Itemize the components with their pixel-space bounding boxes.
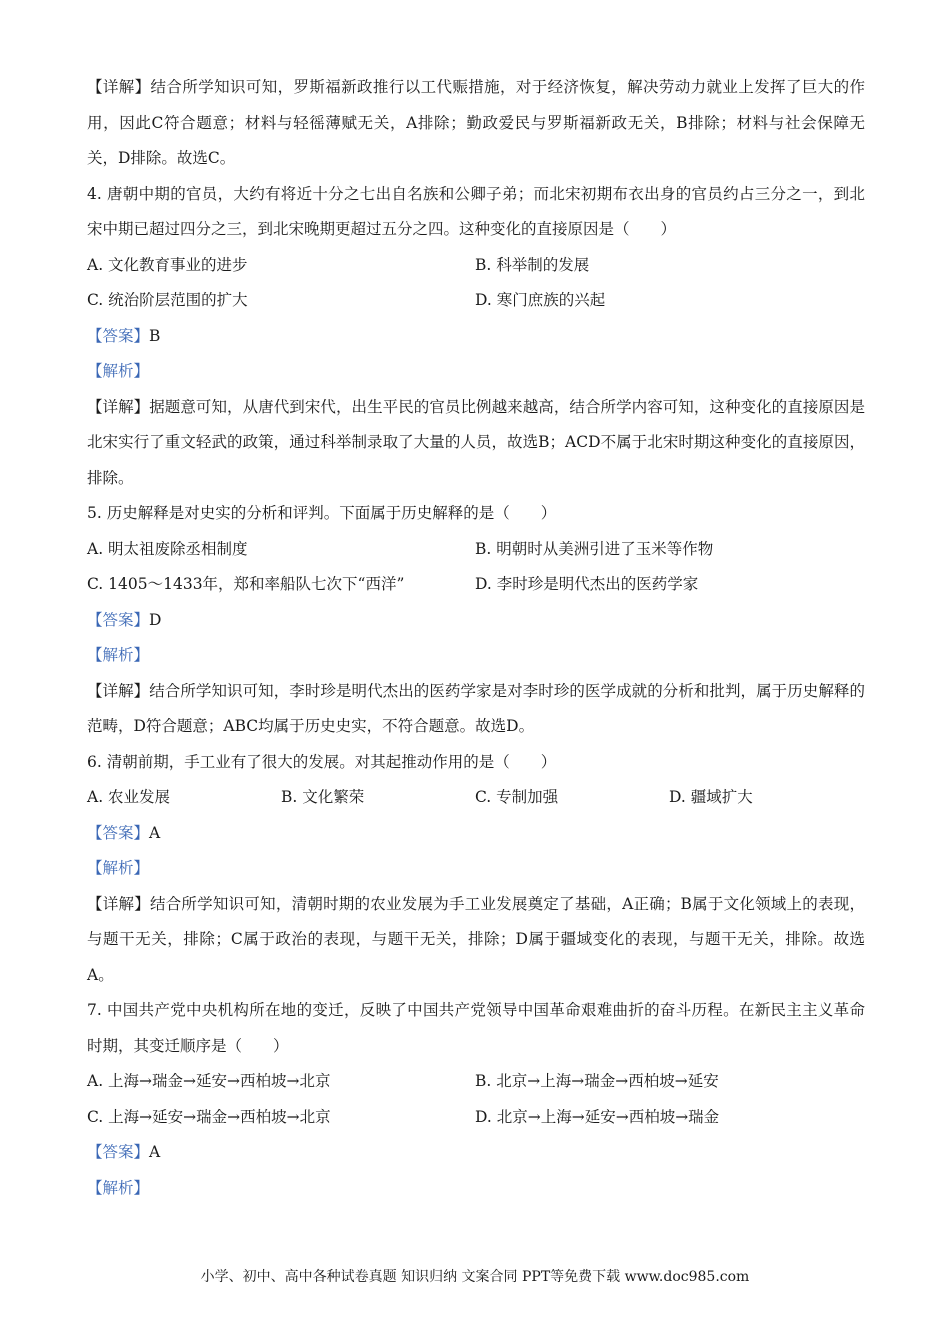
q4-analysis-label: 【解析】 (87, 362, 150, 380)
q4-options-row-2 (87, 283, 865, 319)
detail-text: 结合所学知识可知，罗斯福新政推行以工代赈措施，对于经济恢复，解决劳动力就业上发挥了巨大的作用，因此C符合题意；材料与轻徭薄赋无关，A排除；勤政爱民与罗斯福新政无关，B排除；材料与社会保障无关，D排除。故选C。 (87, 78, 865, 167)
answer-value: B (149, 326, 161, 345)
q5-answer (87, 603, 865, 639)
q7-answer (87, 1135, 865, 1171)
q7-stem: 7. 中国共产党中央机构所在地的变迁，反映了中国共产党领导中国革命艰难曲折的奋斗历程。在新民主主义革命时期，其变迁顺序是（ ） (87, 1001, 865, 1055)
q5-option-d: D. 李时珍是明代杰出的医药学家 (475, 575, 699, 593)
q6-stem: 6. 清朝前期，手工业有了很大的发展。对其起推动作用的是（ ） (87, 752, 557, 771)
q7-options-row-1 (87, 1064, 865, 1100)
detail-label: 【详解】 (87, 681, 150, 700)
q3-detail (87, 70, 865, 177)
page-footer: 小学、初中、高中各种试卷真题 知识归纳 文案合同 PPT等免费下载 www.doc985.com (200, 1269, 750, 1285)
detail-label: 【详解】 (87, 894, 150, 913)
detail-text: 结合所学知识可知，李时珍是明代杰出的医药学家是对李时珍的医学成就的分析和批判，属于历史解释的范畴，D符合题意；ABC均属于历史史实，不符合题意。故选D。 (87, 681, 865, 735)
q5-option-a: A. 明太祖废除丞相制度 (87, 539, 248, 558)
q4-detail (87, 390, 865, 497)
q4-options-row-1 (87, 248, 865, 284)
detail-label: 【详解】 (87, 78, 151, 96)
q6-option-d: D. 疆域扩大 (669, 788, 753, 806)
q4-option-a: A. 文化教育事业的进步 (87, 255, 248, 274)
q4-stem: 4. 唐朝中期的官员，大约有将近十分之七出自名族和公卿子弟；而北宋初期布衣出身的官员约占三分之一，到北宋中期已超过四分之三，到北宋晚期更超过五分之四。这种变化的直接原因是（ ） (87, 184, 865, 238)
q7-analysis-label: 【解析】 (87, 1178, 150, 1197)
answer-value: A (149, 1143, 161, 1161)
q7-option-a: A. 上海→瑞金→延安→西柏坡→北京 (87, 1072, 331, 1090)
detail-text: 结合所学知识可知，清朝时期的农业发展为手工业发展奠定了基础，A正确；B属于文化领域上的表现，与题干无关，排除；C属于政治的表现，与题干无关，排除；D属于疆域变化的表现，与题干无关，排除。故选A。 (87, 894, 865, 984)
q5-options-row-2 (87, 567, 865, 603)
q6-option-c: C. 专制加强 (475, 788, 559, 806)
q7-option-b: B. 北京→上海→瑞金→西柏坡→延安 (475, 1072, 719, 1090)
q4-option-b: B. 科举制的发展 (475, 255, 590, 274)
q4-answer (87, 319, 865, 355)
q5-detail (87, 674, 865, 745)
answer-label: 【答案】 (87, 610, 150, 629)
q5-option-c: C. 1405～1433年，郑和率船队七次下“西洋” (87, 575, 405, 593)
detail-label: 【详解】 (87, 397, 150, 416)
answer-value: D (149, 610, 162, 629)
q7-option-d: D. 北京→上海→延安→西柏坡→瑞金 (475, 1107, 720, 1126)
document-page (87, 70, 865, 1206)
q7-options-row-2 (87, 1100, 865, 1136)
q6-option-b: B. 文化繁荣 (281, 788, 365, 806)
q5-options-row-1 (87, 532, 865, 568)
answer-label: 【答案】 (87, 823, 150, 842)
q5-stem: 5. 历史解释是对史实的分析和评判。下面属于历史解释的是（ ） (87, 504, 557, 522)
q6-analysis-label: 【解析】 (87, 859, 150, 877)
answer-value: A (149, 823, 161, 842)
q6-detail (87, 887, 865, 994)
answer-label: 【答案】 (87, 1143, 150, 1161)
q6-option-a: A. 农业发展 (87, 788, 171, 806)
detail-text: 据题意可知，从唐代到宋代，出生平民的官员比例越来越高，结合所学内容可知，这种变化的直接原因是北宋实行了重文轻武的政策，通过科举制录取了大量的人员，故选B；ACD不属于北宋时期这种变化的直接原因，排除。 (87, 397, 865, 487)
q4-option-c: C. 统治阶层范围的扩大 (87, 291, 248, 309)
q5-analysis-label: 【解析】 (87, 646, 150, 664)
q4-option-d: D. 寒门庶族的兴起 (475, 291, 606, 309)
answer-label: 【答案】 (87, 326, 150, 345)
q7-option-c: C. 上海→延安→瑞金→西柏坡→北京 (87, 1107, 331, 1126)
q6-answer (87, 816, 865, 852)
q5-option-b: B. 明朝时从美洲引进了玉米等作物 (475, 539, 714, 558)
q6-options-row (87, 780, 865, 816)
